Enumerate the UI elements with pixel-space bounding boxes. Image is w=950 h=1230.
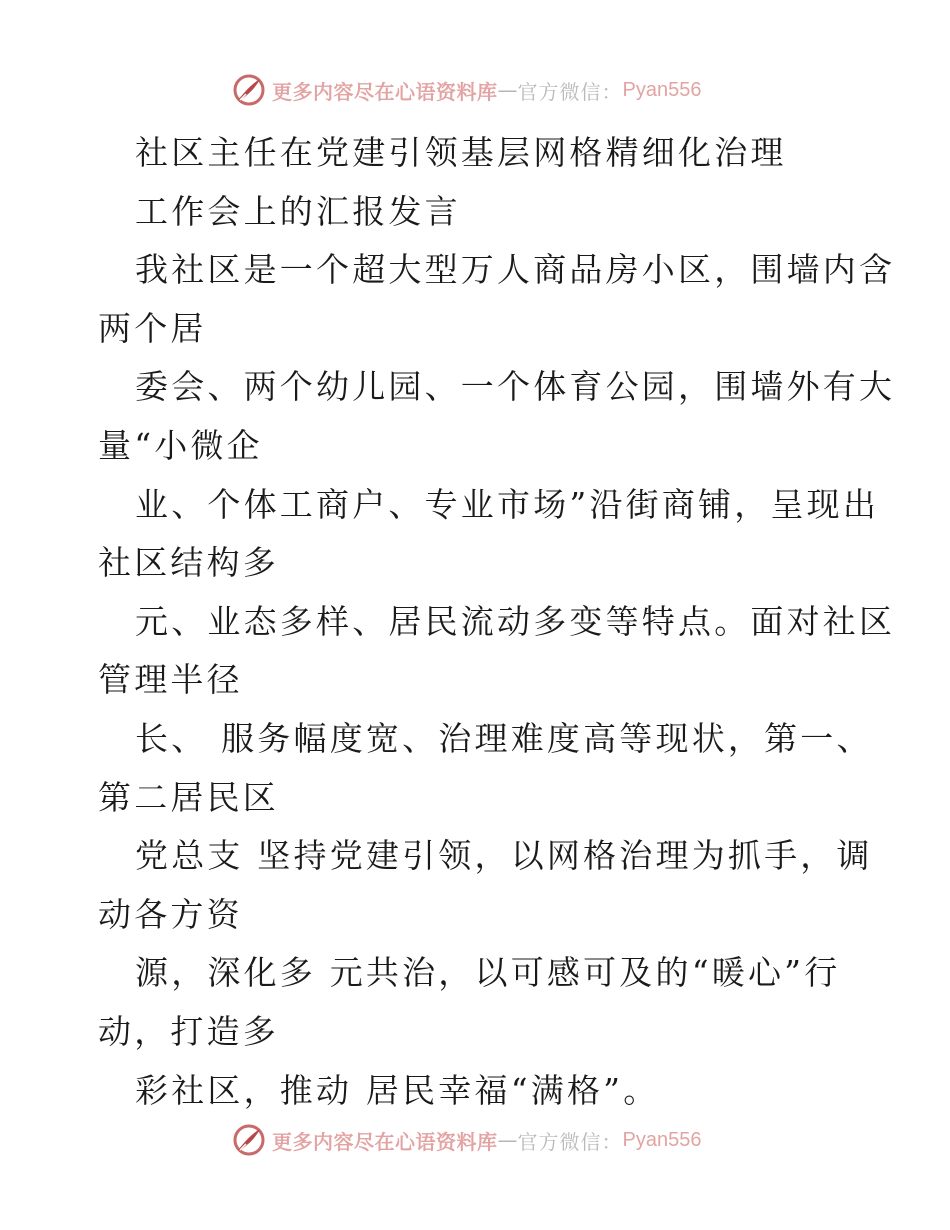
watermark-header (232, 70, 701, 110)
quill-pen-logo-icon (232, 73, 266, 107)
paragraph-line: 党总支 坚持党建引领，以网格治理为抓手，调 (135, 836, 873, 876)
watermark-dash: — (497, 78, 518, 102)
paragraph-line: 业、个体工商户、专业市场”沿街商铺，呈现出 (135, 484, 880, 524)
watermark-footer (232, 1120, 701, 1160)
document-body (98, 124, 896, 1120)
watermark-wechat-id: Pyan556 (622, 78, 702, 101)
paragraph-line: 动，打造多 (98, 1011, 279, 1051)
paragraph-line: 源，深化多 元共治，以可感可及的“暖心”行 (135, 953, 841, 993)
paragraph-line: 动各方资 (98, 894, 243, 934)
paragraph-line: 元、业态多样、居民流动多变等特点。面对社区 (135, 601, 896, 641)
paragraph-line: 我社区是一个超大型万人商品房小区，围墙内含 (135, 250, 896, 290)
paragraph-line: 社区结构多 (98, 543, 279, 583)
paragraph-line: 委会、两个幼儿园、一个体育公园，围墙外有大 (135, 367, 896, 407)
watermark-brand-text: 更多内容尽在心语资料库 (272, 1129, 498, 1154)
paragraph-line: 彩社区，推动 居民幸福“满格”。 (135, 1070, 660, 1110)
watermark-wechat-label: 官方微信： (517, 79, 623, 104)
watermark-brand-text: 更多内容尽在心语资料库 (272, 79, 498, 104)
quill-pen-logo-icon (232, 1123, 266, 1157)
paragraph-line: 两个居 (98, 308, 207, 348)
paragraph-line: 长、 服务幅度宽、治理难度高等现状，第一、 (135, 718, 873, 758)
watermark-dash: — (497, 1128, 518, 1152)
document-title-line-1: 社区主任在党建引领基层网格精细化治理 (135, 133, 787, 172)
watermark-wechat-label: 官方微信： (517, 1129, 623, 1154)
paragraph-line: 量“小微企 (98, 425, 263, 465)
document-title-line-2: 工作会上的汇报发言 (135, 191, 461, 231)
paragraph-line: 第二居民区 (98, 777, 279, 817)
watermark-wechat-id: Pyan556 (622, 1128, 702, 1151)
paragraph-line: 管理半径 (98, 660, 243, 700)
